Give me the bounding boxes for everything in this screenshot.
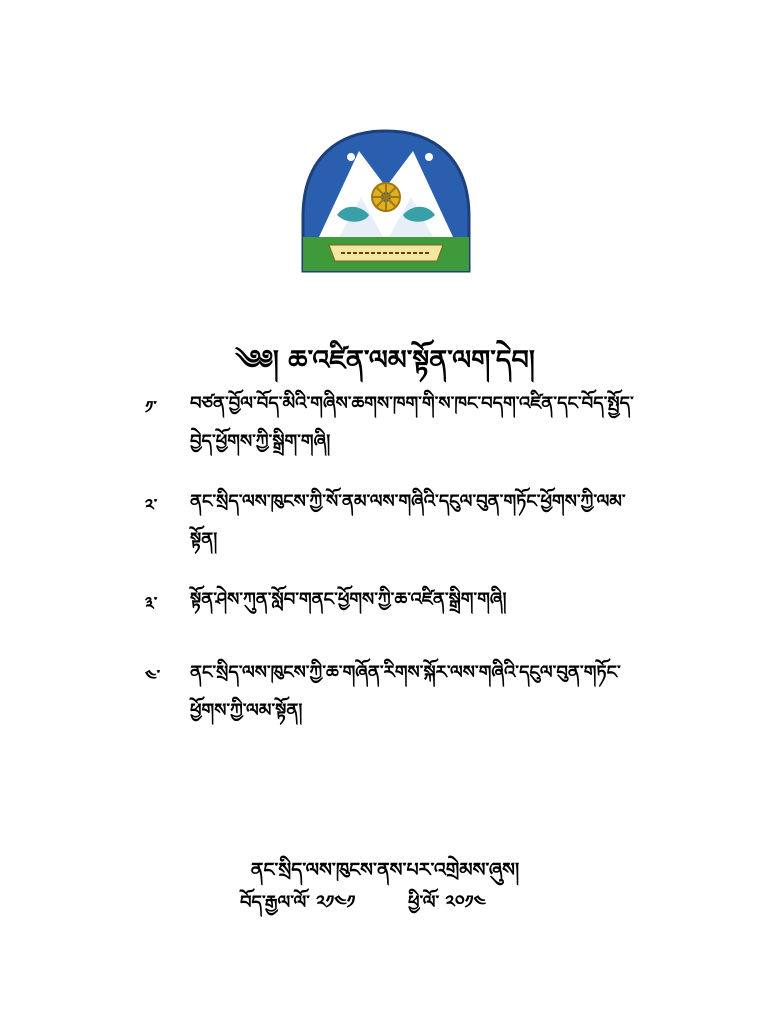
list-item	[145, 581, 645, 632]
list-item	[145, 654, 645, 730]
list-item	[145, 385, 645, 461]
item-text: ནང་སྲིད་ལས་ཁུངས་ཀྱི་ཆ་གཞོན་རིགས་སྐོར་ལས་གཞིའི་དངུལ་བུན་གཏོང་ཕྱོགས་ཀྱི་ལམ་སྟོན།	[190, 662, 621, 721]
publisher: ནང་སྲིད་ལས་ཁུངས་ནས་པར་འགྲེམས་ཞུས།	[250, 859, 520, 881]
item-number: ༡་	[145, 398, 157, 418]
item-number: ༣་	[145, 594, 158, 614]
item-text: ནང་སྲིད་ལས་ཁུངས་ཀྱི་སོ་ནམ་ལས་གཞིའི་དངུལ་བུན་གཏོང་ཕྱོགས་ཀྱི་ལམ་སྟོན།	[190, 491, 626, 550]
item-list	[145, 385, 645, 752]
tibetan-year: བོད་རྒྱལ་ལོ་ ༢༡༤༡	[240, 892, 356, 913]
item-number: ༤་	[145, 667, 161, 687]
item-number: ༢་	[145, 496, 158, 516]
emblem	[299, 127, 473, 275]
item-text: སྟོན་ཤེས་ཀུན་སློབ་གནང་ཕྱོགས་ཀྱི་ཆ་འཛིན་སྒྲིག་གཞི།	[190, 589, 507, 610]
list-item	[145, 483, 645, 559]
publication-dates	[240, 883, 486, 933]
western-year: ཕྱི་ལོ་ ༢༠༡༤	[408, 892, 486, 913]
document-title: ༄༅། ཆ་འཛིན་ལམ་སྟོན་ལག་དེབ།	[235, 345, 535, 376]
item-text: བཙན་བྱོལ་བོད་མིའི་གཞིས་ཆགས་ཁག་གི་ས་ཁང་བདག་འཛིན་དང་བོད་སྤྱོད་བྱེད་ཕྱོགས་ཀྱི་སྒྲིག་གཞི།	[190, 393, 634, 452]
